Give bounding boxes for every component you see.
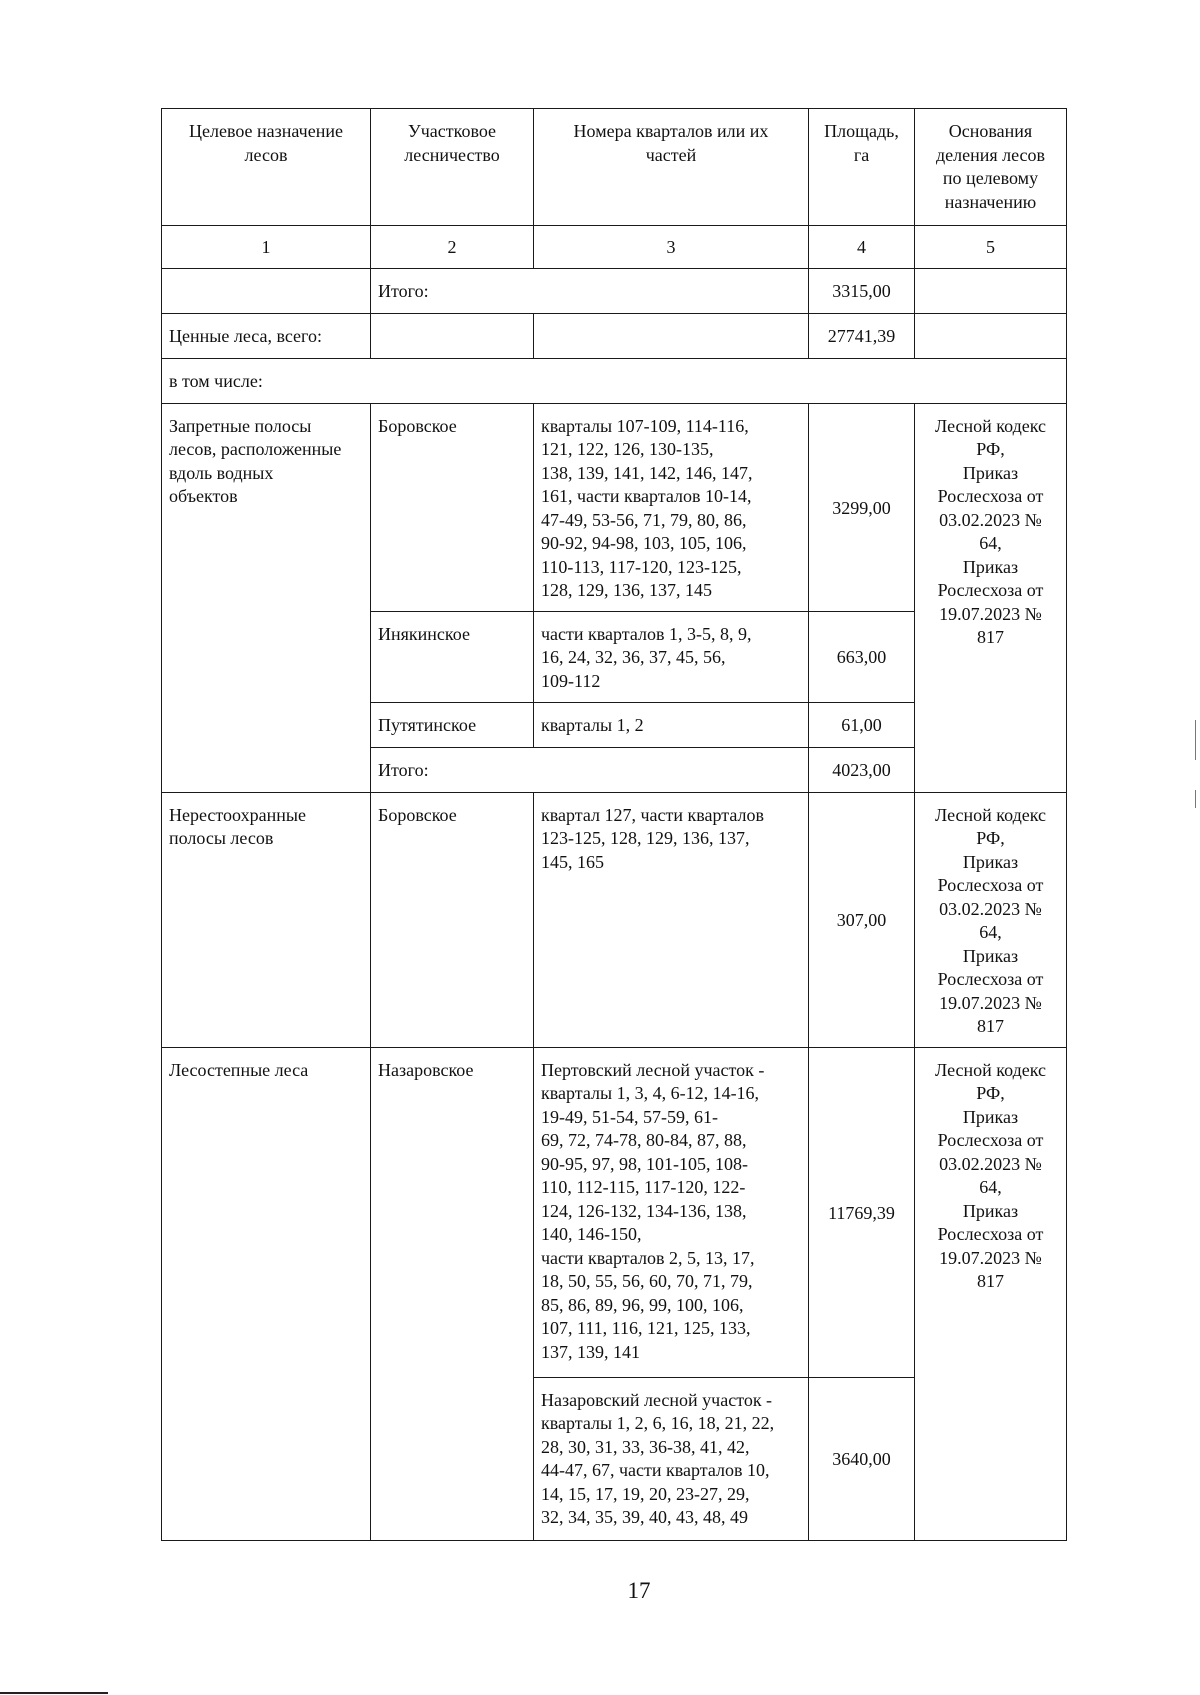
header-area: Площадь, га bbox=[809, 109, 915, 226]
area-cell: 11769,39 bbox=[809, 1047, 915, 1377]
table-header-row bbox=[162, 109, 1067, 226]
column-number: 5 bbox=[915, 226, 1067, 269]
column-number: 1 bbox=[162, 226, 371, 269]
scan-edge-mark bbox=[1195, 720, 1196, 760]
table-row bbox=[162, 358, 1067, 403]
quarters-cell: квартал 127, части кварталов 123-125, 128, 129, 136, 137, 145, 165 bbox=[534, 792, 809, 1047]
forest-purpose-table bbox=[161, 108, 1067, 1541]
table-row bbox=[162, 792, 1067, 1047]
empty-cell bbox=[162, 268, 371, 313]
forestry-cell: Инякинское bbox=[371, 611, 534, 702]
basis-cell: Лесной кодекс РФ, Приказ Рослесхоза от 03.02.2023 № 64, Приказ Рослесхоза от 19.07.2023 № 817 bbox=[915, 1047, 1067, 1540]
empty-cell bbox=[915, 313, 1067, 358]
valuable-forests-total-label: Ценные леса, всего: bbox=[162, 313, 371, 358]
column-number: 3 bbox=[534, 226, 809, 269]
scan-edge-mark bbox=[1195, 790, 1196, 808]
forestry-cell: Путятинское bbox=[371, 702, 534, 747]
column-number: 4 bbox=[809, 226, 915, 269]
valuable-forests-total-area: 27741,39 bbox=[809, 313, 915, 358]
area-cell: 307,00 bbox=[809, 792, 915, 1047]
area-cell: 3640,00 bbox=[809, 1377, 915, 1540]
purpose-cell: Нерестоохранные полосы лесов bbox=[162, 792, 371, 1047]
itogo-area: 4023,00 bbox=[809, 747, 915, 792]
quarters-cell: Пертовский лесной участок - кварталы 1, 3, 4, 6-12, 14-16, 19-49, 51-54, 57-59, 61- 69, 72, 74-78, 80-84, 87, 88, 90-95, 97, 98, 101-105, 108- 110, 112-115, 117-120, 122- 124, 126-132, 134-136, 138, 140, 146-150, части кварталов 2, 5, 13, 17, 18, 50, 55, 56, 60, 70, 71, 79, 85, 86, 89, 96, 99, 100, 106, 107, 111, 116, 121, 125, 133, 137, 139, 141 bbox=[534, 1047, 809, 1377]
header-quarters: Номера кварталов или их частей bbox=[534, 109, 809, 226]
page-number: 17 bbox=[627, 1578, 651, 1603]
basis-cell: Лесной кодекс РФ, Приказ Рослесхоза от 03.02.2023 № 64, Приказ Рослесхоза от 19.07.2023 № 817 bbox=[915, 403, 1067, 792]
quarters-cell: части кварталов 1, 3-5, 8, 9, 16, 24, 32, 36, 37, 45, 56, 109-112 bbox=[534, 611, 809, 702]
area-cell: 663,00 bbox=[809, 611, 915, 702]
empty-cell bbox=[371, 313, 534, 358]
area-cell: 61,00 bbox=[809, 702, 915, 747]
table-row bbox=[162, 268, 1067, 313]
forestry-cell: Назаровское bbox=[371, 1047, 534, 1540]
itogo-area: 3315,00 bbox=[809, 268, 915, 313]
including-label: в том числе: bbox=[162, 358, 1067, 403]
forestry-cell: Боровское bbox=[371, 792, 534, 1047]
table-row bbox=[162, 403, 1067, 611]
purpose-cell: Запретные полосы лесов, расположенные вдоль водных объектов bbox=[162, 403, 371, 792]
basis-cell: Лесной кодекс РФ, Приказ Рослесхоза от 03.02.2023 № 64, Приказ Рослесхоза от 19.07.2023 № 817 bbox=[915, 792, 1067, 1047]
empty-cell bbox=[915, 268, 1067, 313]
empty-cell bbox=[534, 313, 809, 358]
forestry-cell: Боровское bbox=[371, 403, 534, 611]
header-purpose: Целевое назначение лесов bbox=[162, 109, 371, 226]
area-cell: 3299,00 bbox=[809, 403, 915, 611]
table-row bbox=[162, 313, 1067, 358]
quarters-cell: Назаровский лесной участок - кварталы 1, 2, 6, 16, 18, 21, 22, 28, 30, 31, 33, 36-38, 41, 42, 44-47, 67, части кварталов 10, 14, 15, 17, 19, 20, 23-27, 29, 32, 34, 35, 39, 40, 43, 48, 49 bbox=[534, 1377, 809, 1540]
itogo-label: Итого: bbox=[371, 747, 809, 792]
quarters-cell: кварталы 1, 2 bbox=[534, 702, 809, 747]
itogo-label: Итого: bbox=[371, 268, 809, 313]
column-numbers-row bbox=[162, 226, 1067, 269]
header-forestry: Участковое лесничество bbox=[371, 109, 534, 226]
quarters-cell: кварталы 107-109, 114-116, 121, 122, 126, 130-135, 138, 139, 141, 142, 146, 147, 161, части кварталов 10-14, 47-49, 53-56, 71, 79, 80, 86, 90-92, 94-98, 103, 105, 106, 110-113, 117-120, 123-125, 128, 129, 136, 137, 145 bbox=[534, 403, 809, 611]
footer-rule bbox=[0, 1692, 108, 1694]
column-number: 2 bbox=[371, 226, 534, 269]
header-basis: Основания деления лесов по целевому назначению bbox=[915, 109, 1067, 226]
table-row bbox=[162, 1047, 1067, 1377]
purpose-cell: Лесостепные леса bbox=[162, 1047, 371, 1540]
